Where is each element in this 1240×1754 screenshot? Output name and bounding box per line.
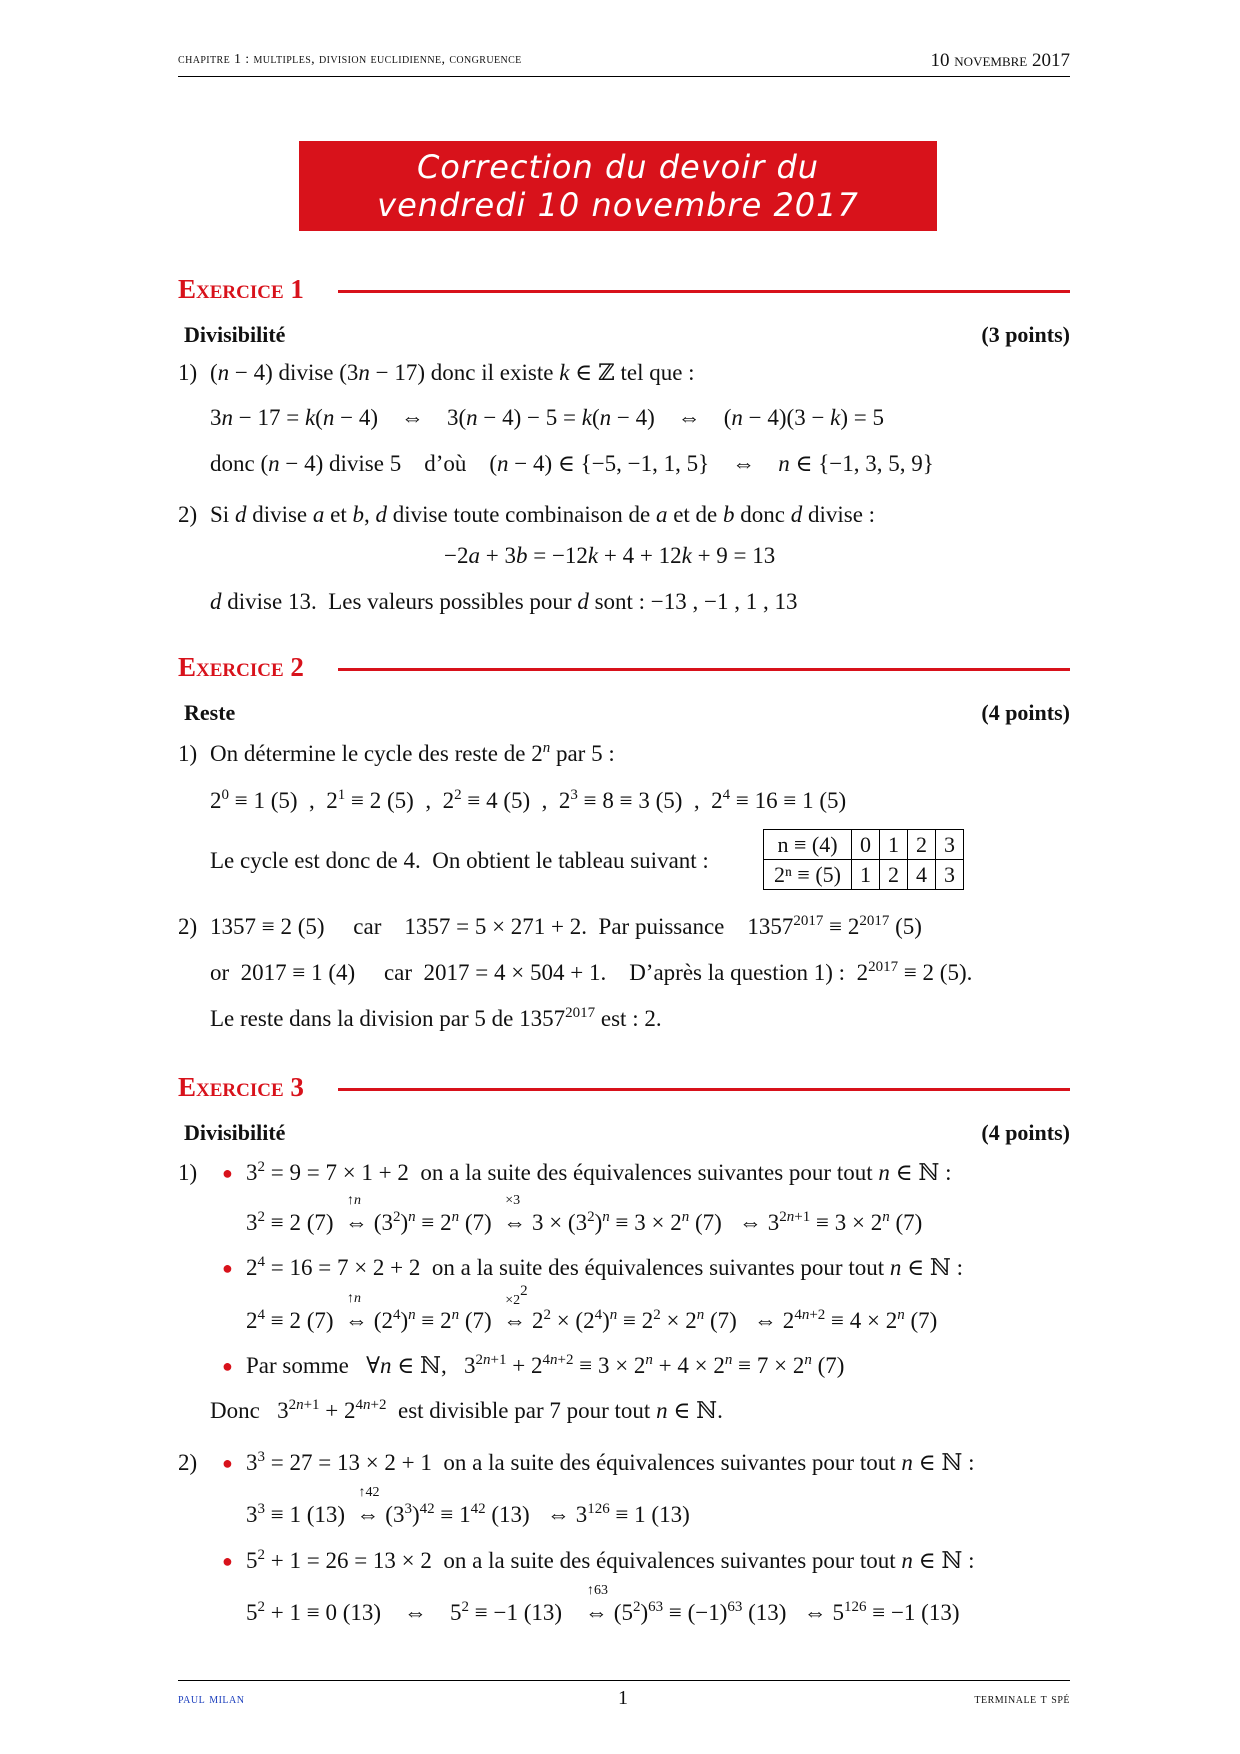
ex3-q2-equiv1: $3^3 \equiv 1$ (13) ⇔ ↑42 $(3^3)^{42} \equiv 1^{42}$ (13) ⇔ $3^{126} \equiv 1$ (13) — [246, 1485, 690, 1527]
exercise-2-subject: Reste — [184, 700, 236, 725]
exercise-2-subheading — [184, 700, 1070, 726]
table-cell: 1 — [852, 860, 880, 890]
ex3-q1-bullet3: Par somme ∀n ∈ ℕ, $3^{2n+1} + 2^{4n+2} \equiv 3 \times 2^n + 4 \times 2^n \equiv 7 \times 2^n$ (7) — [246, 1352, 845, 1378]
table-cell: 2 — [908, 830, 936, 860]
table-row — [764, 860, 964, 890]
ex1-q1-equation: 3n − 17 = k(n − 4) ⇔ 3(n − 4) − 5 = k(n − 4) ⇔ (n − 4)(3 − k) = 5 — [210, 405, 885, 430]
question-number: 2) — [178, 1450, 198, 1475]
question-number: 1) — [178, 741, 198, 766]
ex1-q1-statement: (n − 4) divise (3n − 17) donc il existe k ∈ ℤ tel que : — [210, 360, 695, 385]
ex3-q2-equiv2: $5^2 + 1 \equiv 0$ (13) ⇔ $5^2 \equiv -1$ (13) ⇔ ↑63 $(5^2)^{63} \equiv (-1)^{63}$ (13) ⇔ $5^{126} \equiv -1$ (13) — [246, 1583, 960, 1625]
exercise-2-points: (4 points) — [981, 700, 1070, 725]
ex3-q1-bullet2: $2^4 = 16 = 7 \times 2 + 2$ on a la suite des équivalences suivantes pour tout n ∈ ℕ : — [246, 1254, 964, 1280]
ex2-q1-cycle: Le cycle est donc de 4. On obtient le tableau suivant : — [210, 848, 709, 873]
exercise-3-subject: Divisibilité — [184, 1120, 286, 1145]
exercise-1-points: (3 points) — [981, 322, 1070, 347]
exercise-1-name: Exercice 1 — [178, 274, 304, 304]
table-cell: 4 — [908, 860, 936, 890]
ex3-q2-bullet2: $5^2 + 1 = 26 = 13 \times 2$ on a la suite des équivalences suivantes pour tout n ∈ ℕ : — [246, 1547, 975, 1573]
ex3-q1-equiv1: $3^2 \equiv 2$ (7) ⇔ ↑n $(3^2)^n \equiv 2^n$ (7) ⇔ ×3 $3 \times (3^2)^n \equiv 3 \times 2^n$ (7) ⇔ $3^{2n+1} \equiv 3 \times 2^n$ (7) — [246, 1193, 923, 1235]
table-cell: 3 — [936, 830, 964, 860]
ex3-q2-bullet1: $3^3 = 27 = 13 \times 2 + 1$ on a la suite des équivalences suivantes pour tout n ∈ ℕ : — [246, 1449, 975, 1475]
header-date: 10 novembre 2017 — [930, 50, 1070, 71]
cycle-table — [763, 829, 964, 890]
exercise-2-name: Exercice 2 — [178, 652, 304, 682]
question-number: 2) — [178, 914, 198, 939]
exercise-3-heading — [178, 1072, 1070, 1106]
page-number: 1 — [618, 1687, 628, 1709]
table-cell: n ≡ (4) — [764, 830, 852, 860]
exercise-2-rule — [338, 668, 1070, 671]
page-footer — [178, 1680, 1070, 1711]
bullet-icon: ● — [222, 1551, 233, 1571]
exercise-3-name: Exercice 3 — [178, 1072, 304, 1102]
ex3-q1-bullet1: $3^2 = 9 = 7 \times 1 + 2$ on a la suite des équivalences suivantes pour tout n ∈ ℕ : — [246, 1159, 952, 1185]
table-cell: 2ⁿ ≡ (5) — [764, 860, 852, 890]
exercise-3-points: (4 points) — [981, 1120, 1070, 1145]
footer-author: paul milan — [178, 1692, 245, 1707]
table-cell: 0 — [852, 830, 880, 860]
exercise-1-subject: Divisibilité — [184, 322, 286, 347]
exercise-2-heading — [178, 652, 1070, 686]
footer-level: terminale t spé — [974, 1692, 1070, 1707]
bullet-icon: ● — [222, 1356, 233, 1376]
exercise-3-rule — [338, 1088, 1070, 1091]
ex2-q1-powers: $2^0 \equiv 1$ (5) , $2^1 \equiv 2$ (5) , $2^2 \equiv 4$ (5) , $2^3 \equiv 8 \equiv 3$ (5) , $2^4 \equiv 16 \equiv 1$ (5) — [210, 787, 847, 813]
bullet-icon: ● — [222, 1258, 233, 1278]
title-line-1: Correction du devoir du — [416, 148, 820, 186]
question-number: 1) — [178, 360, 198, 385]
question-number: 1) — [178, 1160, 198, 1185]
document-title-banner — [299, 141, 937, 231]
ex2-q2-line1: 1357 ≡ 2 (5) car 1357 = 5 × 271 + 2. Par puissance $1357^{2017} \equiv 2^{2017}$ (5) — [210, 913, 922, 939]
ex2-q1-statement: On détermine le cycle des reste de 2$^n$ par 5 : — [210, 740, 615, 766]
question-number: 2) — [178, 502, 198, 527]
bullet-icon: ● — [222, 1453, 233, 1473]
exercise-3-subheading — [184, 1120, 1070, 1146]
table-row — [764, 830, 964, 860]
ex1-q1-conclusion: donc (n − 4) divise 5 d’où (n − 4) ∈ {−5, −1, 1, 5} ⇔ n ∈ {−1, 3, 5, 9} — [210, 451, 934, 476]
bullet-icon: ● — [222, 1163, 233, 1183]
chapter-title: chapitre 1 : multiples, division euclidienne, congruence — [178, 52, 522, 67]
exercise-1-rule — [338, 290, 1070, 293]
exercise-1-heading — [178, 274, 1070, 308]
page-header — [178, 50, 1070, 77]
table-cell: 1 — [880, 830, 908, 860]
ex2-q2-line2: or 2017 ≡ 1 (4) car 2017 = 4 × 504 + 1. D’après la question 1) : $2^{2017} \equiv 2$ (5). — [210, 959, 973, 985]
ex1-q2-conclusion: d divise 13. Les valeurs possibles pour d sont : −13 , −1 , 1 , 13 — [210, 589, 798, 614]
ex2-q2-conclusion: Le reste dans la division par 5 de $1357^{2017}$ est : 2. — [210, 1005, 662, 1031]
ex1-q2-equation: −2a + 3b = −12k + 4 + 12k + 9 = 13 — [444, 543, 776, 568]
ex3-q1-conclusion: Donc $3^{2n+1} + 2^{4n+2}$ est divisible par 7 pour tout n ∈ ℕ. — [210, 1397, 723, 1423]
table-cell: 3 — [936, 860, 964, 890]
ex1-q2-statement: Si d divise a et b, d divise toute combinaison de a et de b donc d divise : — [210, 502, 876, 527]
table-cell: 2 — [880, 860, 908, 890]
ex3-q1-equiv2: $2^4 \equiv 2$ (7) ⇔ ↑n $(2^4)^n \equiv 2^n$ (7) ⇔ $\times 2^2$ $2^2 \times (2^4)^n \equiv 2^2 \times 2^n$ (7) ⇔ $2^{4n+2} \equiv 4 \times 2^n$ (7) — [246, 1283, 938, 1333]
exercise-1-subheading — [184, 322, 1070, 348]
title-line-2: vendredi 10 novembre 2017 — [377, 186, 859, 224]
